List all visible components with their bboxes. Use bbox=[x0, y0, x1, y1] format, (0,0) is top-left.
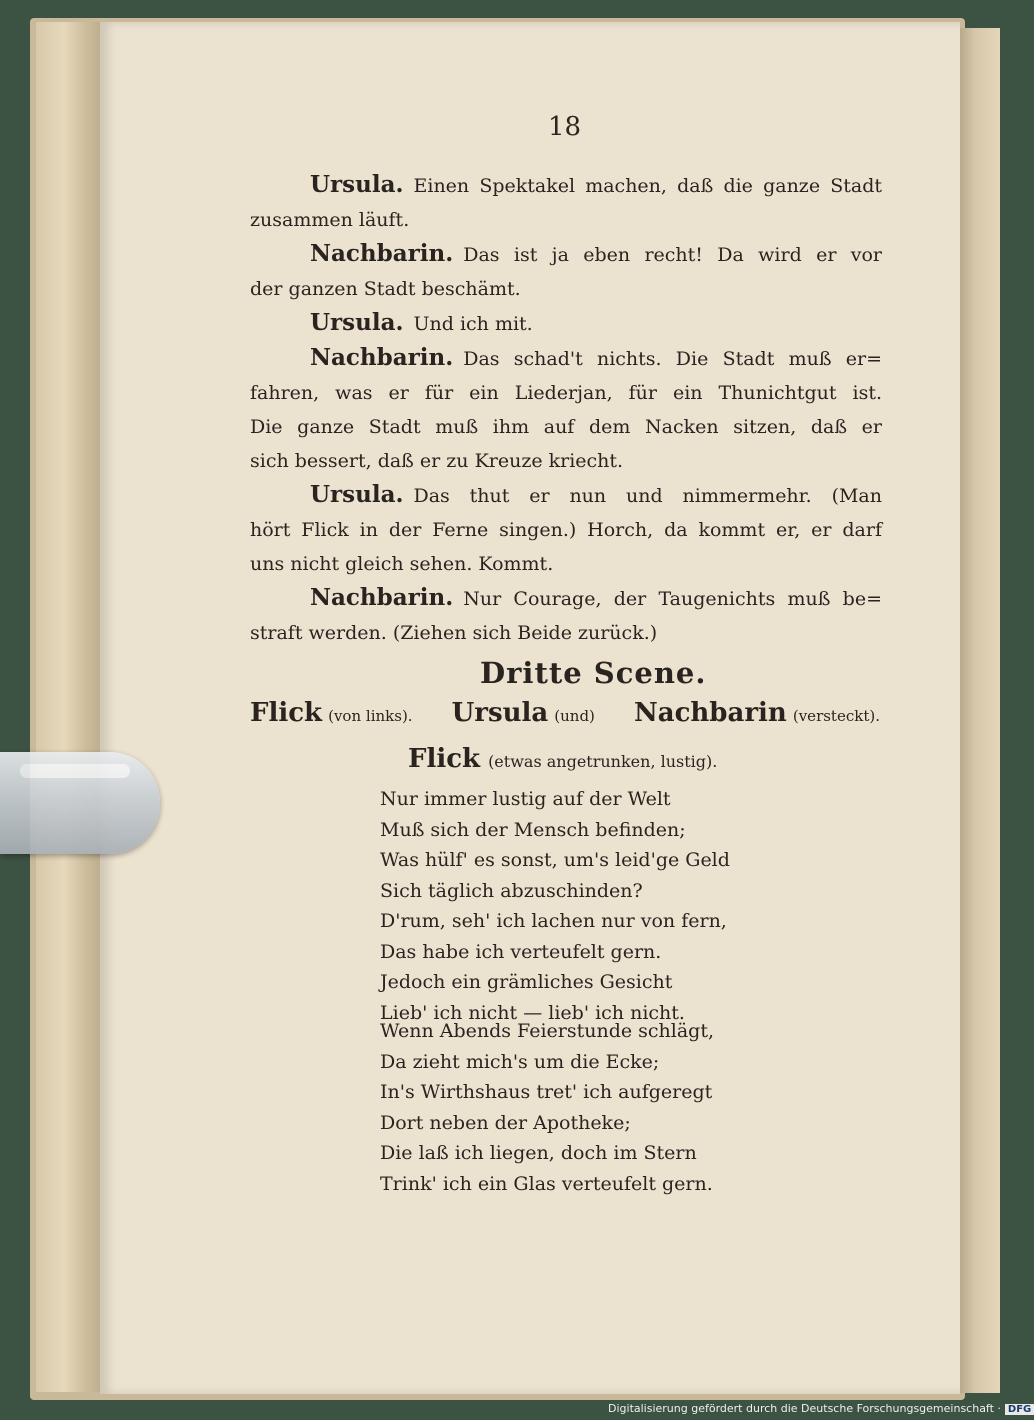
dialogue-line bbox=[250, 341, 882, 376]
verse-line: Trink' ich ein Glas verteufelt gern. bbox=[380, 1172, 713, 1195]
page-clip bbox=[0, 752, 160, 854]
dialogue-line bbox=[250, 581, 882, 616]
cast-flick: Flick (von links). bbox=[250, 698, 413, 728]
speaker-name: Nachbarin. bbox=[310, 584, 454, 611]
dialogue-text: der ganzen Stadt beschämt. bbox=[250, 278, 521, 300]
verse-line: Was hülf' es sonst, um's leid'ge Geld bbox=[380, 849, 730, 871]
scene-title: Dritte Scene. bbox=[480, 656, 707, 690]
verse-line: In's Wirthshaus tret' ich aufgeregt bbox=[380, 1081, 713, 1103]
verse-line: Lieb' ich nicht — lieb' ich nicht. bbox=[380, 1001, 685, 1024]
dialogue-line bbox=[250, 616, 882, 650]
footer-text: Digitalisierung gefördert durch die Deutsche Forschungsgemeinschaft · bbox=[608, 1402, 1001, 1415]
verse-one bbox=[380, 784, 730, 1028]
dialogue-block bbox=[250, 168, 882, 650]
verse-line: Sich täglich abzuschinden? bbox=[380, 879, 643, 902]
verse-line: Muß sich der Mensch befinden; bbox=[380, 818, 686, 841]
funding-footer bbox=[608, 1402, 1034, 1415]
dialogue-text: fahren, was er für ein Liederjan, für ein Thunichtgut ist. bbox=[250, 382, 882, 404]
dialogue-line bbox=[250, 444, 882, 478]
dialogue-line bbox=[250, 478, 882, 513]
dialogue-line bbox=[250, 410, 882, 444]
dialogue-text: zusammen läuft. bbox=[250, 209, 410, 231]
dialogue-text: Das schad't nichts. Die Stadt muß er= bbox=[463, 348, 882, 370]
speaker-name: Nachbarin. bbox=[310, 240, 454, 267]
dialogue-text: straft werden. (Ziehen sich Beide zurück.) bbox=[250, 622, 658, 644]
verse-line: Dort neben der Apotheke; bbox=[380, 1111, 631, 1134]
dialogue-text: hört Flick in der Ferne singen.) Horch, da kommt er, er darf bbox=[250, 519, 882, 541]
dialogue-text: Das ist ja eben recht! Da wird er vor bbox=[463, 244, 882, 266]
dialogue-line bbox=[250, 547, 882, 581]
speaker-name: Ursula. bbox=[310, 171, 404, 198]
dialogue-line bbox=[250, 203, 882, 237]
verse-line: Jedoch ein grämliches Gesicht bbox=[380, 971, 673, 993]
dialogue-text: Das thut er nun und nimmermehr. (Man bbox=[413, 485, 882, 507]
next-page-edge bbox=[958, 28, 1000, 1393]
verse-line: Die laß ich liegen, doch im Stern bbox=[380, 1142, 697, 1164]
dialogue-text: uns nicht gleich sehen. Kommt. bbox=[250, 553, 554, 575]
speaker-name: Nachbarin. bbox=[310, 344, 454, 371]
cast-nachbarin: Nachbarin (versteckt). bbox=[633, 698, 880, 728]
dialogue-text: sich bessert, daß er zu Kreuze kriecht. bbox=[250, 450, 624, 472]
dialogue-line bbox=[250, 513, 882, 547]
verse-line: D'rum, seh' ich lachen nur von fern, bbox=[380, 910, 727, 932]
speaker-name: Ursula. bbox=[310, 481, 404, 508]
dialogue-text: Einen Spektakel machen, daß die ganze Stadt bbox=[413, 175, 882, 197]
verse-two bbox=[380, 1016, 714, 1199]
song-heading: Flick (etwas angetrunken, lustig). bbox=[408, 744, 718, 774]
dialogue-line bbox=[250, 168, 882, 203]
dialogue-text: Nur Courage, der Taugenichts muß be= bbox=[463, 588, 882, 610]
cast-ursula: Ursula (und) bbox=[451, 698, 595, 728]
dialogue-text: Und ich mit. bbox=[413, 313, 533, 335]
dialogue-text: Die ganze Stadt muß ihm auf dem Nacken sitzen, daß er bbox=[250, 416, 882, 438]
verse-line: Das habe ich verteufelt gern. bbox=[380, 940, 662, 963]
dialogue-line bbox=[250, 272, 882, 306]
dialogue-line bbox=[250, 376, 882, 410]
speaker-name: Ursula. bbox=[310, 309, 404, 336]
verse-line: Nur immer lustig auf der Welt bbox=[380, 788, 671, 810]
dialogue-line bbox=[250, 237, 882, 272]
page-edges-left bbox=[36, 22, 106, 1392]
page-number: 18 bbox=[548, 112, 582, 142]
dialogue-line bbox=[250, 306, 882, 341]
cast-line bbox=[250, 698, 880, 728]
verse-line: Da zieht mich's um die Ecke; bbox=[380, 1050, 660, 1073]
dfg-logo: DFG bbox=[1005, 1404, 1034, 1415]
verse-line: Wenn Abends Feierstunde schlägt, bbox=[380, 1020, 715, 1042]
